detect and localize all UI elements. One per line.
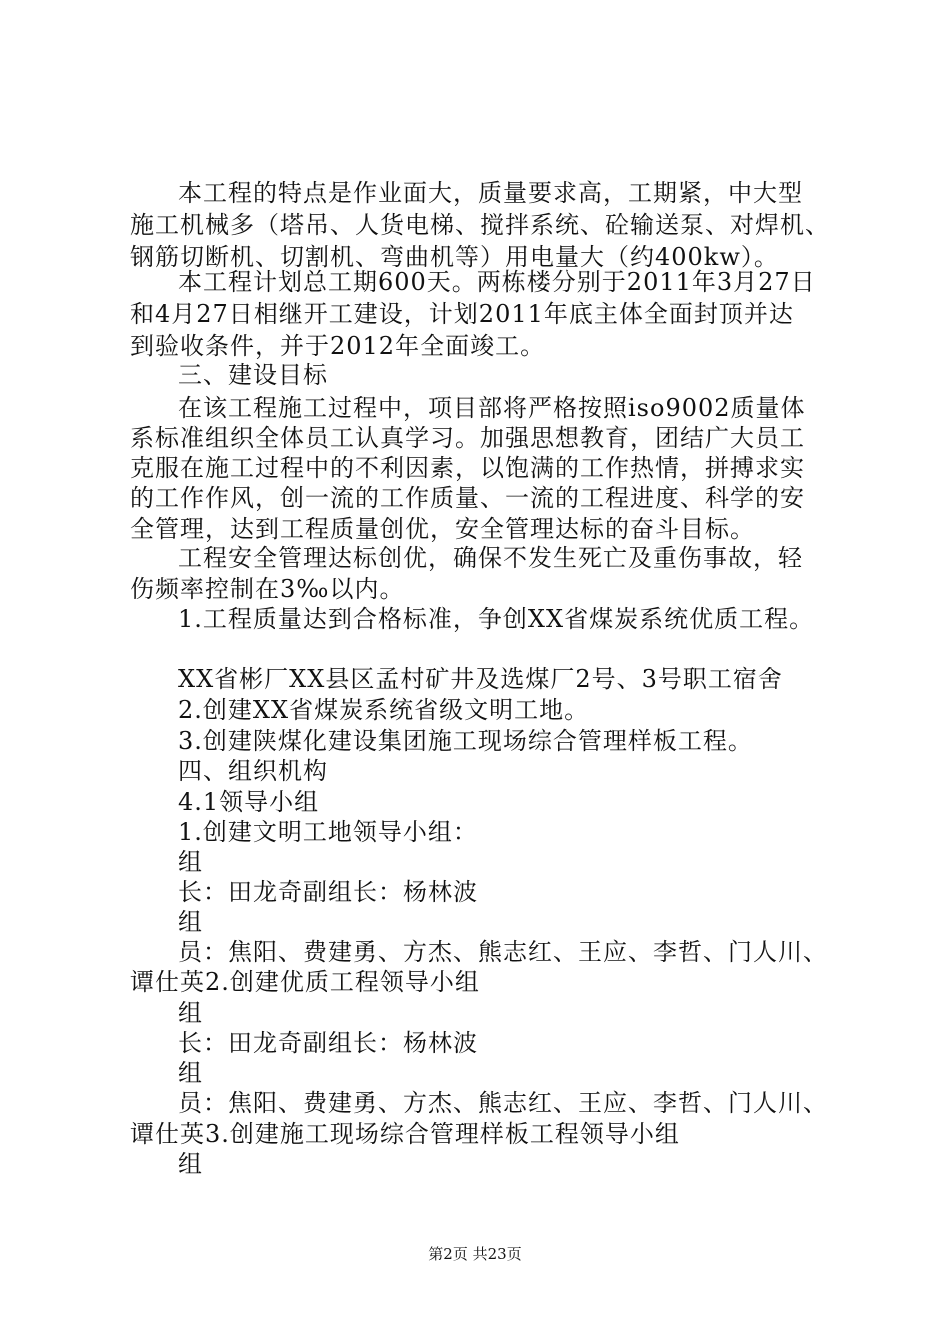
paragraph-line: 工程安全管理达标创优，确保不发生死亡及重伤事故，轻 — [178, 544, 803, 572]
paragraph-line: 长：田龙奇副组长：杨林波 — [178, 1029, 478, 1057]
paragraph-line: 组 — [178, 1059, 203, 1087]
paragraph-line: 谭仕英3.创建施工现场综合管理样板工程领导小组 — [130, 1120, 680, 1148]
section-heading: 三、建设目标 — [178, 361, 328, 389]
paragraph-line: 组 — [178, 999, 203, 1027]
paragraph-line: 组 — [178, 848, 203, 876]
list-item: 2.创建XX省煤炭系统省级文明工地。 — [178, 696, 590, 724]
list-item: 1.工程质量达到合格标准，争创XX省煤炭系统优质工程。 — [178, 605, 815, 633]
list-item: 3.创建陕煤化建设集团施工现场综合管理样板工程。 — [178, 727, 753, 755]
paragraph-line: 组 — [178, 1150, 203, 1178]
paragraph-line: 组 — [178, 908, 203, 936]
paragraph-line: 施工机械多（塔吊、人货电梯、搅拌系统、砼输送泵、对焊机、 — [130, 211, 830, 239]
paragraph-line: 谭仕英2.创建优质工程领导小组 — [130, 968, 480, 996]
section-heading: 四、组织机构 — [178, 757, 328, 785]
paragraph-line: XX省彬厂XX县区孟村矿井及选煤厂2号、3号职工宿舍 — [178, 665, 783, 693]
paragraph-line: 伤频率控制在3‰以内。 — [130, 575, 405, 603]
paragraph-line: 本工程的特点是作业面大，质量要求高，工期紧，中大型 — [178, 179, 803, 207]
paragraph-line: 钢筋切断机、切割机、弯曲机等）用电量大（约400kw）。 — [130, 243, 779, 271]
paragraph-line: 员：焦阳、费建勇、方杰、熊志红、王应、李哲、门人川、 — [178, 1089, 828, 1117]
paragraph-line: 克服在施工过程中的不利因素，以饱满的工作热情，拼搏求实 — [130, 454, 805, 482]
paragraph-line: 到验收条件，并于2012年全面竣工。 — [130, 332, 546, 360]
paragraph-line: 员：焦阳、费建勇、方杰、熊志红、王应、李哲、门人川、 — [178, 938, 828, 966]
page-number-label: 第2页 共23页 — [428, 1245, 522, 1263]
paragraph-line: 长：田龙奇副组长：杨林波 — [178, 878, 478, 906]
paragraph-line: 系标准组织全体员工认真学习。加强思想教育，团结广大员工 — [130, 424, 805, 452]
paragraph-line: 在该工程施工过程中，项目部将严格按照iso9002质量体 — [178, 394, 806, 422]
subsection-heading: 4.1领导小组 — [178, 788, 320, 816]
page-footer — [0, 1244, 950, 1264]
paragraph-line: 的工作作风，创一流的工作质量、一流的工程进度、科学的安 — [130, 484, 805, 512]
list-item: 1.创建文明工地领导小组： — [178, 818, 478, 846]
paragraph-line: 全管理，达到工程质量创优，安全管理达标的奋斗目标。 — [130, 515, 755, 543]
paragraph-line: 本工程计划总工期600天。两栋楼分别于2011年3月27日 — [178, 268, 816, 296]
paragraph-line: 和4月27日相继开工建设，计划2011年底主体全面封顶并达 — [130, 300, 794, 328]
